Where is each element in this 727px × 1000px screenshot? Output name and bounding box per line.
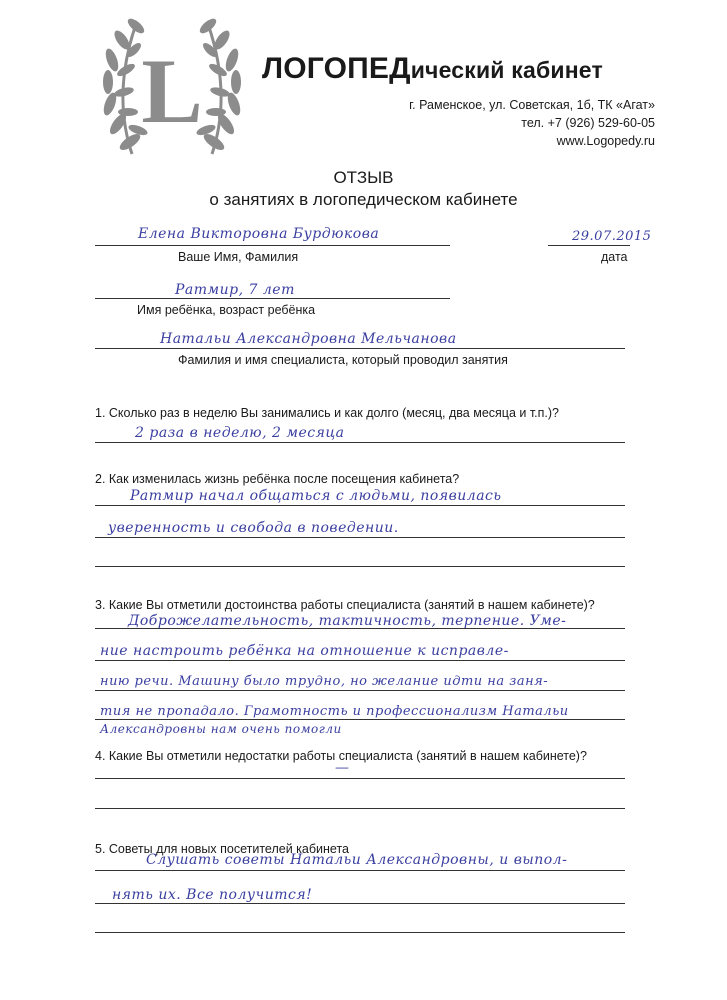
answer-5-line-1: Слушать советы Натальи Александровны, и выпол- (146, 852, 568, 868)
answer-line (95, 566, 625, 567)
answer-line (95, 932, 625, 933)
specialist-underline (95, 348, 625, 349)
specialist-label: Фамилия и имя специалиста, который проводил занятия (178, 353, 508, 367)
logo-letter: L (141, 40, 203, 142)
answer-4-line-1: — (335, 760, 350, 776)
answer-line (95, 628, 625, 629)
answer-3-line-2: ние настроить ребёнка на отношение к исправле- (100, 643, 509, 659)
answer-line (95, 870, 625, 871)
question-1: 1. Сколько раз в неделю Вы занимались и как долго (месяц, два месяца и т.п.)? (95, 406, 559, 420)
phone: тел. +7 (926) 529-60-05 (521, 116, 655, 130)
date-underline (548, 245, 630, 246)
name-underline (95, 245, 450, 246)
page-subtitle: о занятиях в логопедическом кабинете (209, 190, 518, 209)
answer-3-line-4: тия не пропадало. Грамотность и профессионализм Натальи (100, 704, 569, 719)
brand-rest: ический кабинет (410, 57, 603, 83)
name-label: Ваше Имя, Фамилия (178, 250, 299, 264)
date-label: дата (601, 250, 628, 264)
date-value: 29.07.2015 (572, 229, 652, 244)
specialist-value: Натальи Александровна Мельчанова (160, 331, 457, 347)
brand-title (262, 52, 603, 86)
page-title: ОТЗЫВ (333, 168, 394, 187)
question-3: 3. Какие Вы отметили достоинства работы специалиста (занятий в нашем кабинете)? (95, 598, 595, 612)
answer-3-line-1: Доброжелательность, тактичность, терпение. Уме- (128, 613, 567, 629)
website: www.Logopedy.ru (556, 134, 655, 148)
answer-2-line-1: Ратмир начал общаться с людьми, появилась (130, 488, 502, 504)
answer-2-line-2: уверенность и свобода в поведении. (108, 520, 399, 536)
name-value: Елена Викторовна Бурдюкова (138, 226, 380, 242)
question-5: 5. Советы для новых посетителей кабинета (95, 842, 349, 856)
brand-main: ЛОГОПЕД (262, 52, 411, 85)
answer-line (95, 808, 625, 809)
laurel-wreath-icon (92, 14, 252, 164)
answer-5-line-2: нять их. Все получится! (112, 887, 313, 903)
child-underline (95, 298, 450, 299)
answer-line (95, 903, 625, 904)
answer-line (95, 690, 625, 691)
answer-line (95, 778, 625, 779)
question-2: 2. Как изменилась жизнь ребёнка после посещения кабинета? (95, 472, 460, 486)
address: г. Раменское, ул. Советская, 1б, ТК «Агат» (409, 98, 655, 112)
answer-line (95, 537, 625, 538)
child-label: Имя ребёнка, возраст ребёнка (137, 303, 316, 317)
answer-line (95, 660, 625, 661)
answer-1-line-1: 2 раза в неделю, 2 месяца (135, 425, 345, 441)
answer-line (95, 442, 625, 443)
answer-line (95, 719, 625, 720)
answer-3-line-5: Александровны нам очень помогли (100, 722, 342, 736)
answer-3-line-3: нию речи. Машину было трудно, но желание идти на заня- (100, 674, 549, 689)
answer-line (95, 505, 625, 506)
child-value: Ратмир, 7 лет (175, 282, 295, 298)
question-4: 4. Какие Вы отметили недостатки работы специалиста (занятий в нашем кабинете)? (95, 749, 587, 763)
